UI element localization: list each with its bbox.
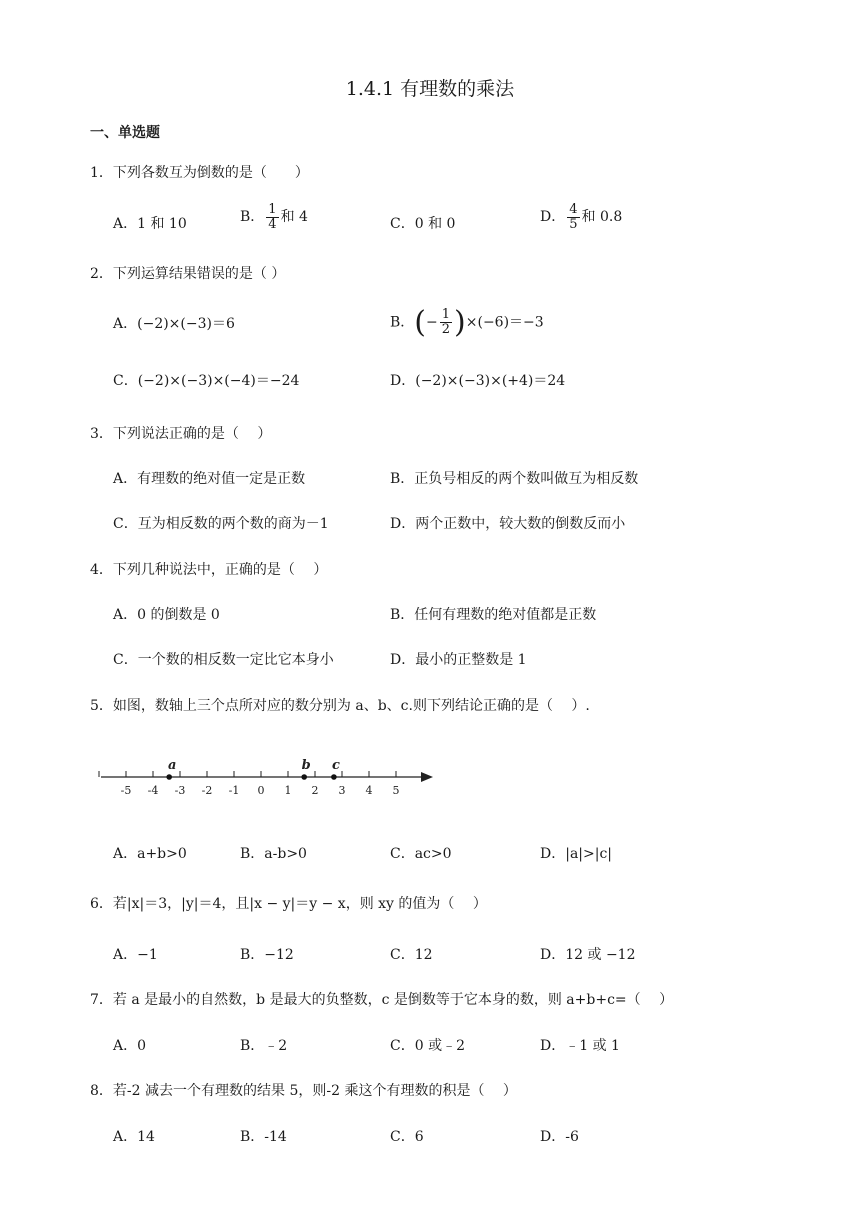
axis-tick-label: -1	[228, 784, 240, 797]
right-paren: )	[454, 305, 466, 340]
question-1-stem: 1．下列各数互为倒数的是（ ）	[90, 165, 309, 181]
axis-tick-label: 4	[365, 784, 373, 797]
q5-option-c: C．ac>0	[390, 846, 452, 862]
question-5-stem: 5．如图，数轴上三个点所对应的数分别为 a、b、c.则下列结论正确的是（ ）.	[90, 698, 590, 714]
q2-option-c	[113, 370, 299, 390]
q3-option-b: B．正负号相反的两个数叫做互为相反数	[390, 471, 639, 487]
fraction-denominator: 2	[441, 322, 451, 337]
q5-option-b: B．a-b>0	[240, 846, 307, 862]
q1-option-d	[540, 203, 622, 231]
q2-option-b-minus: −	[426, 314, 438, 331]
axis-tick-label: -3	[174, 784, 186, 797]
point-c	[331, 774, 337, 780]
q3-option-c: C．互为相反数的两个数的商为－1	[113, 516, 329, 532]
q3-option-a: A．有理数的绝对值一定是正数	[113, 471, 306, 487]
q4-option-c: C．一个数的相反数一定比它本身小	[113, 652, 334, 668]
axis-tick-label: 1	[284, 784, 292, 797]
q7-option-d: D．﹣1 或 1	[540, 1038, 620, 1054]
q1-option-b	[240, 203, 308, 231]
q4-option-b: B．任何有理数的绝对值都是正数	[390, 607, 597, 623]
section-heading: 一、单选题	[90, 125, 160, 141]
q6-option-b: B．−12	[240, 947, 294, 963]
axis-tick-label: 5	[392, 784, 400, 797]
q3-option-d: D．两个正数中，较大数的倒数反而小	[390, 516, 626, 532]
question-4-stem: 4．下列几种说法中，正确的是（ ）	[90, 562, 328, 578]
fraction-denominator: 5	[569, 216, 578, 232]
q7-option-c: C．0 或﹣2	[390, 1038, 465, 1054]
q1-option-b-tail: 和 4	[280, 209, 308, 226]
number-line-figure	[95, 752, 440, 802]
point-label-b: b	[301, 758, 311, 773]
q8-option-c: C．6	[390, 1129, 424, 1145]
axis-tick-label: 2	[311, 784, 319, 797]
q1-option-d-label: D．	[540, 209, 566, 226]
q7-option-a: A．0	[113, 1038, 147, 1054]
question-7-stem: 7．若 a 是最小的自然数，b 是最大的负整数，c 是倒数等于它本身的数，则 a+b+c=（ ）	[90, 992, 674, 1008]
number-line	[99, 758, 433, 797]
question-8-stem: 8．若-2 减去一个有理数的结果 5，则-2 乘这个有理数的积是（ ）	[90, 1083, 517, 1099]
point-label-a: a	[167, 758, 177, 773]
fraction-numerator: 1	[441, 307, 451, 323]
q2-option-c-label: C．	[113, 373, 138, 389]
axis-arrow-icon	[421, 772, 433, 782]
q2-option-b-label: B．	[390, 314, 415, 331]
q8-option-d: D．-6	[540, 1129, 579, 1145]
q1-option-d-fraction	[567, 203, 579, 231]
question-3-stem: 3．下列说法正确的是（ ）	[90, 426, 272, 442]
q2-option-d	[390, 370, 565, 390]
q2-option-b-expr: ×(−6)＝−3	[465, 314, 544, 331]
q2-option-b	[390, 305, 544, 340]
left-paren: (	[414, 305, 427, 340]
q2-option-b-fraction	[440, 308, 452, 336]
page-title: 1.4.1 有理数的乘法	[345, 78, 515, 100]
q5-option-d: D．|a|>|c|	[540, 846, 613, 862]
fraction-numerator: 4	[569, 202, 578, 217]
question-6-stem: 6．若|x|＝3，|y|＝4，且|x − y|＝y − x，则 xy 的值为（ ）	[90, 896, 487, 912]
q1-option-b-label: B．	[240, 209, 265, 226]
axis-tick-label: -5	[120, 784, 132, 797]
axis-tick-label: 0	[257, 784, 265, 797]
fraction-denominator: 4	[268, 216, 277, 232]
axis-tick-label: 3	[338, 784, 346, 797]
q2-option-c-expr: (−2)×(−3)×(−4)＝−24	[137, 373, 300, 389]
q2-option-a-expr: (−2)×(−3)＝6	[137, 316, 235, 332]
point-b	[301, 774, 307, 780]
q6-option-c: C．12	[390, 947, 433, 963]
q1-option-c: C．0 和 0	[390, 216, 456, 232]
q6-option-a: A．−1	[113, 947, 158, 963]
fraction-numerator: 1	[268, 202, 277, 217]
q1-option-a: A．1 和 10	[113, 216, 187, 232]
point-a	[166, 774, 172, 780]
question-2-stem: 2．下列运算结果错误的是（ ）	[90, 266, 286, 282]
q2-option-a-label: A．	[113, 316, 138, 332]
q6-option-d: D．12 或 −12	[540, 947, 636, 963]
q1-option-d-tail: 和 0.8	[581, 209, 623, 226]
q4-option-d: D．最小的正整数是 1	[390, 652, 527, 668]
q8-option-b: B．-14	[240, 1129, 287, 1145]
q5-option-a: A．a+b>0	[113, 846, 187, 862]
axis-tick-label: -2	[201, 784, 213, 797]
q8-option-a: A．14	[113, 1129, 155, 1145]
q1-option-b-fraction	[266, 203, 278, 231]
axis-tick-label: -4	[147, 784, 159, 797]
q4-option-a: A．0 的倒数是 0	[113, 607, 220, 623]
q2-option-d-expr: (−2)×(−3)×(+4)＝24	[415, 373, 566, 389]
q2-option-a	[113, 313, 235, 333]
point-label-c: c	[331, 758, 340, 773]
q7-option-b: B．﹣2	[240, 1038, 288, 1054]
q2-option-d-label: D．	[390, 373, 416, 389]
